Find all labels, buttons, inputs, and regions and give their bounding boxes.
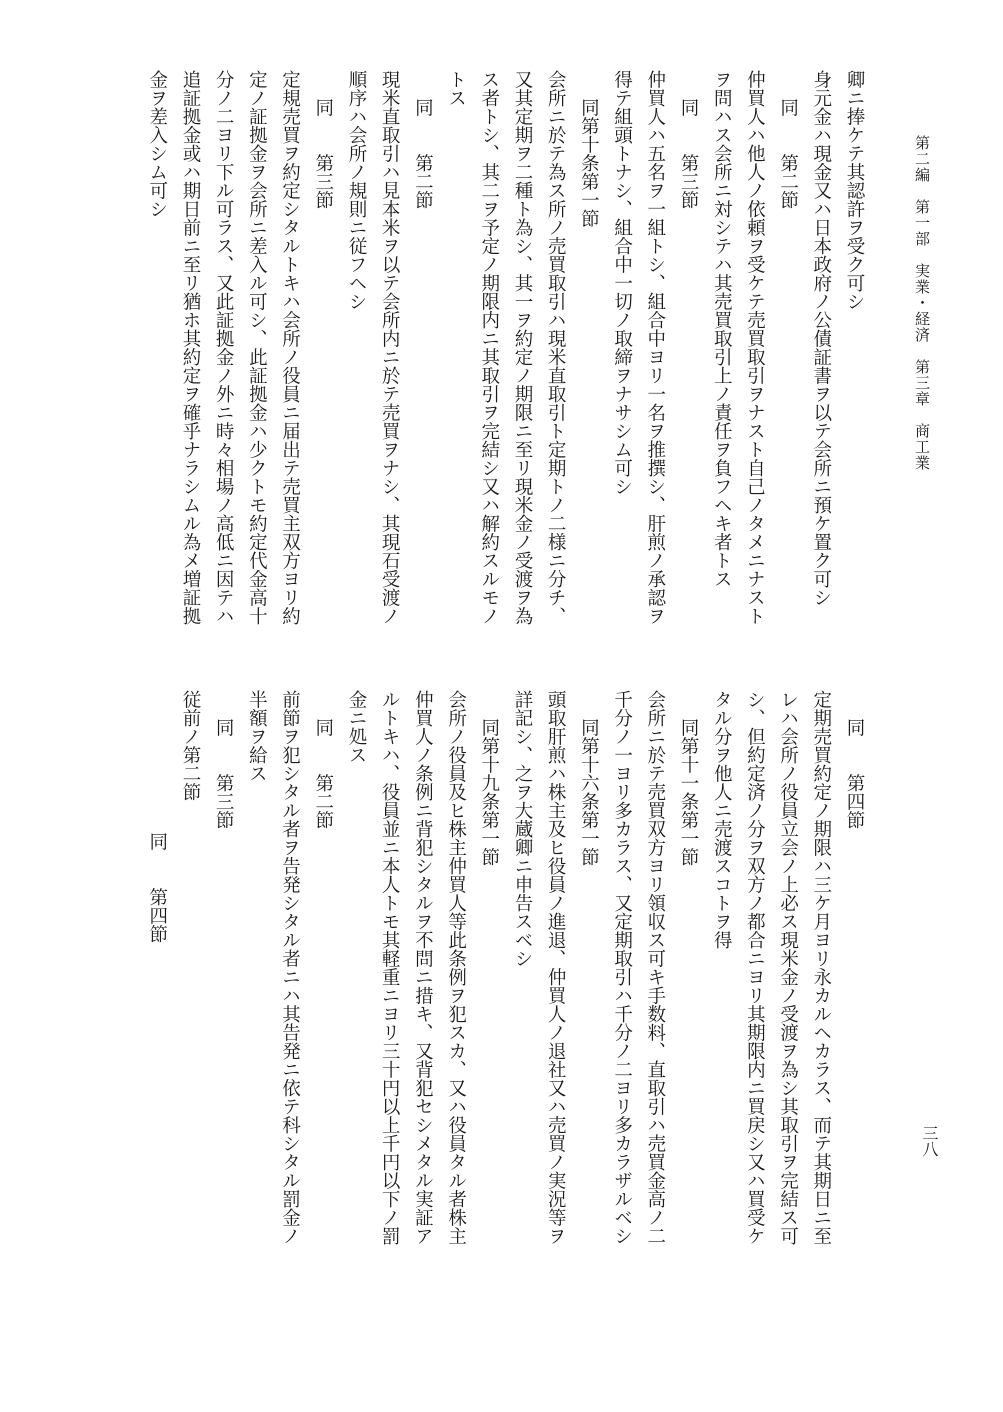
text-line: 卿ニ捧ケテ其認許ヲ受ク可シ <box>844 70 865 311</box>
text-line: 分ノ二ヨリ下ル可ラス、又此証拠金ノ外ニ時々相場ノ高低ニ因テハ <box>213 70 235 625</box>
text-line: 定規売買ヲ約定シタルトキハ会所ノ役員ニ届出テ売買主双方ヨリ約 <box>279 70 301 625</box>
text-line: ス者トシ、其二ヲ予定ノ期限内ニ其取引ヲ完結シ又ハ解約スルモノ <box>478 70 500 625</box>
text-line: 金ニ処ス <box>345 690 367 764</box>
text-line: 現米直取引ハ見本米ヲ以テ会所内ニ於テ売買ヲナシ、其現石受渡ノ <box>379 70 401 625</box>
section-heading: 同 第三節 <box>312 97 334 209</box>
section-heading: 同第十条第一節 <box>578 97 600 228</box>
section-heading: 同 第三節 <box>213 717 235 829</box>
section-heading: 同 第三節 <box>677 97 699 209</box>
text-line: 定期売買約定ノ期限ハ三ケ月ヨリ永カルヘカラス、而テ其期日ニ至 <box>810 690 832 1245</box>
upper-text-column <box>141 70 871 650</box>
text-line: 詳記シ、之ヲ大蔵卿ニ申告スベシ <box>511 690 533 968</box>
section-heading: 同第十一条第一節 <box>677 717 699 866</box>
text-line: 頭取肝煎ハ株主及ヒ役員ノ進退、仲買人ノ退社又ハ売買ノ実況等ヲ <box>545 690 567 1245</box>
text-line: 身元金ハ現金又ハ日本政府ノ公債証書ヲ以テ会所ニ預ケ置ク可シ <box>810 70 832 607</box>
running-header: 第二編 第一部 実業・経済 第三章 商工業 <box>913 135 931 471</box>
text-line: ヲ問ハス会所ニ対シテハ其売買取引上ノ責任ヲ負フヘキ者トス <box>711 70 733 588</box>
text-line: トス <box>445 70 467 107</box>
text-line: レハ会所ノ役員立会ノ上必ス現米金ノ受渡ヲ為シ其取引ヲ完結ス可 <box>777 690 799 1245</box>
section-heading: 同 第二節 <box>412 97 434 209</box>
lower-text-column <box>141 690 871 1290</box>
text-line: タル分ヲ他人ニ売渡スコトヲ得 <box>711 690 733 949</box>
text-line: 金ヲ差入シム可シ <box>146 70 168 218</box>
text-line: ルトキハ、役員並ニ本人トモ其軽重ニヨリ三十円以上千円以下ノ罰 <box>379 690 401 1245</box>
text-line: 定ノ証拠金ヲ会所ニ差入ル可シ、此証拠金ハ少クトモ約定代金高十 <box>246 70 268 625</box>
section-heading: 同第十九条第一節 <box>478 717 500 866</box>
text-line: 会所ニ於テ売買双方ヨリ領収ス可キ手数料、直取引ハ売買金高ノ二 <box>644 690 666 1245</box>
text-line: 千分ノ一ヨリ多カラス、又定期取引ハ千分ノ二ヨリ多カラザルベシ <box>611 690 633 1245</box>
section-heading: 同 第四節 <box>844 717 865 829</box>
text-line: 順序ハ会所ノ規則ニ従フヘシ <box>345 70 367 311</box>
section-heading: 同 第二節 <box>312 717 334 829</box>
text-line: 半額ヲ給ス <box>246 690 268 783</box>
text-line: 又其定期ヲ二種ト為シ、其一ヲ約定ノ期限ニ至リ現米金ノ受渡ヲ為 <box>511 70 533 625</box>
text-line: 仲買人ノ条例ニ背犯シタルヲ不問ニ措キ、又背犯セシメタル実証ア <box>412 690 434 1245</box>
text-line: 前節ヲ犯シタル者ヲ告発シタル者ニハ其告発ニ依テ科シタル罰金ノ <box>279 690 301 1245</box>
section-heading: 同 第二節 <box>777 97 799 209</box>
text-line: 得テ組頭トナシ、組合中一切ノ取締ヲナサシム可シ <box>611 70 633 496</box>
section-heading: 同 第四節 <box>146 832 168 944</box>
section-heading: 同第十六条第一節 <box>578 717 600 866</box>
text-line: 追証拠金或ハ期日前ニ至リ猶ホ其約定ヲ確乎ナラシムル為メ増証拠 <box>179 70 201 625</box>
text-line: 仲買人ハ他人ノ依頼ヲ受ケテ売買取引ヲナスト自己ノタメニナスト <box>744 70 766 625</box>
text-line: 従前ノ第二節 <box>179 690 201 801</box>
text-line: 会所ノ役員及ヒ株主仲買人等此条例ヲ犯スカ、又ハ役員タル者株主 <box>445 690 467 1245</box>
text-line: 会所ニ於テ為ス所ノ売買取引ハ現米直取引ト定期トノ二様ニ分チ、 <box>545 70 567 625</box>
page-number: 三八 <box>920 1125 939 1157</box>
text-line: 仲買人ハ五名ヲ一組トシ、組合中ヨリ一名ヲ推撰シ、肝煎ノ承認ヲ <box>644 70 666 625</box>
text-line: シ、但約定済ノ分ヲ双方ノ都合ニヨリ其期限内ニ買戻シ又ハ買受ケ <box>744 690 766 1245</box>
